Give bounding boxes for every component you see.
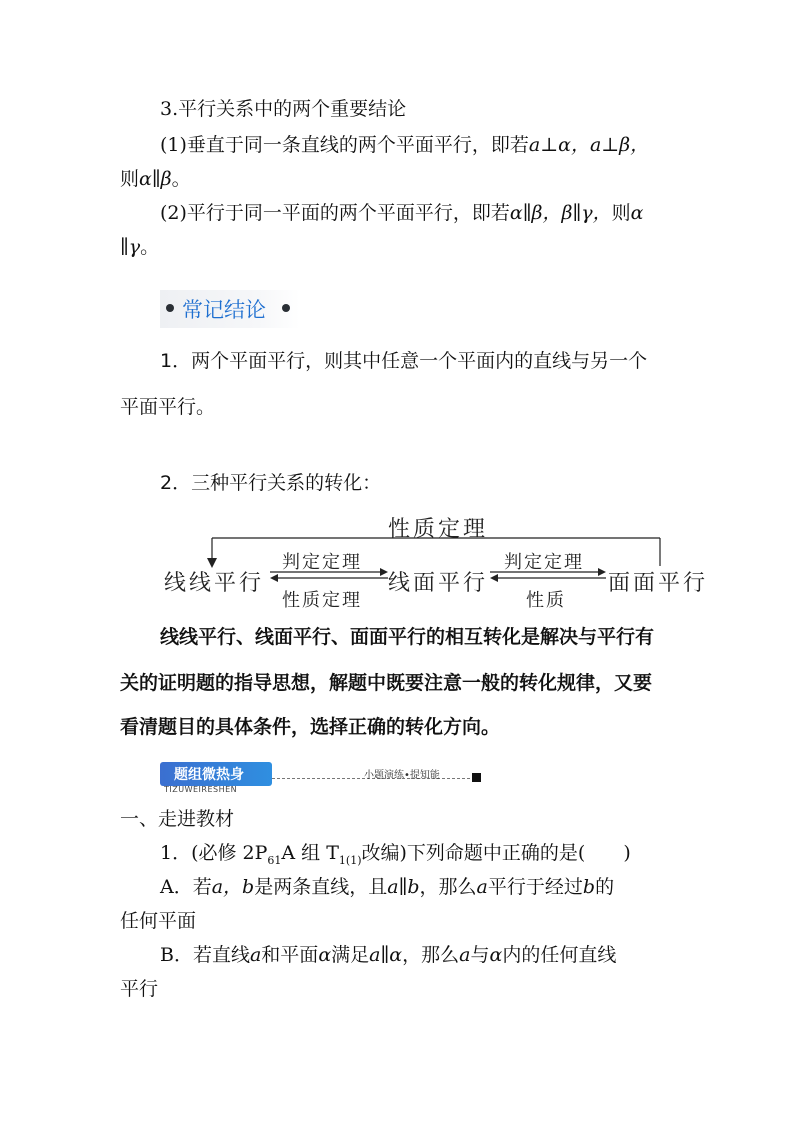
node-plane-plane: 面面平行	[608, 571, 709, 596]
paragraph-line2: 关的证明题的指导思想，解题中既要注意一般的转化规律，又要	[120, 672, 653, 694]
parallel-transformation-diagram	[160, 508, 720, 618]
banner-subtitle: TIZUWEIRESHEN	[164, 785, 238, 794]
square-marker-icon	[472, 773, 481, 782]
banner-title: 题组微热身	[174, 767, 244, 783]
warmup-banner	[160, 762, 485, 796]
arrow1-back-head-icon	[270, 574, 278, 582]
arrow2-back-head-icon	[490, 574, 498, 582]
item1-line1: (1)垂直于同一条直线的两个平面平行，即若a⊥α，a⊥β，	[160, 134, 650, 156]
bullet-dot-icon	[166, 304, 174, 312]
exercise-section-title: 一、走进教材	[120, 808, 235, 830]
section-heading: 3.平行关系中的两个重要结论	[160, 98, 407, 120]
paragraph-line1: 线线平行、线面平行、面面平行的相互转化是解决与平行有	[160, 626, 655, 648]
item2-line1: (2)平行于同一平面的两个平面平行，即若α∥β，β∥γ，则α	[160, 202, 644, 224]
option-b-line2: 平行	[120, 978, 159, 1000]
conclusion-2-line1: 2．三种平行关系的转化：	[160, 472, 382, 494]
banner-tab	[160, 762, 272, 786]
badge-label: 常记结论	[182, 298, 266, 322]
paragraph-line3: 看清题目的具体条件，选择正确的转化方向。	[120, 716, 501, 738]
arrow1-forward-head-icon	[380, 568, 388, 576]
arrow1-top-label: 判定定理	[282, 552, 362, 573]
item1-line2: 则α∥β。	[120, 168, 191, 190]
item2-line2: ∥γ。	[120, 236, 160, 258]
arrow2-bottom-label: 性质	[526, 590, 566, 611]
bullet-dot-icon	[282, 304, 290, 312]
arrow2-forward-head-icon	[598, 568, 606, 576]
node-line-line: 线线平行	[164, 571, 265, 596]
option-a-line2: 任何平面	[120, 910, 197, 932]
conclusion-badge	[160, 290, 300, 328]
option-a-line1: A．若a，b是两条直线，且a∥b，那么a平行于经过b的	[160, 876, 615, 898]
option-b-line1: B．若直线a和平面α满足a∥α，那么a与α内的任何直线	[160, 944, 617, 966]
diagram-top-label: 性质定理	[388, 517, 489, 542]
conclusion-1-line2: 平面平行。	[120, 396, 216, 418]
arrow2-top-label: 判定定理	[504, 552, 584, 573]
banner-tagline: 小题演练•提知能	[364, 770, 440, 781]
node-line-plane: 线面平行	[388, 571, 489, 596]
arrow1-bottom-label: 性质定理	[282, 590, 362, 611]
question-1: 1．(必修 $2P_{61}A$ 组 $T_{1(1)}$改编)下列命题中正确的是( )	[160, 842, 631, 867]
conclusion-1-line1: 1．两个平面平行，则其中任意一个平面内的直线与另一个	[160, 350, 648, 372]
